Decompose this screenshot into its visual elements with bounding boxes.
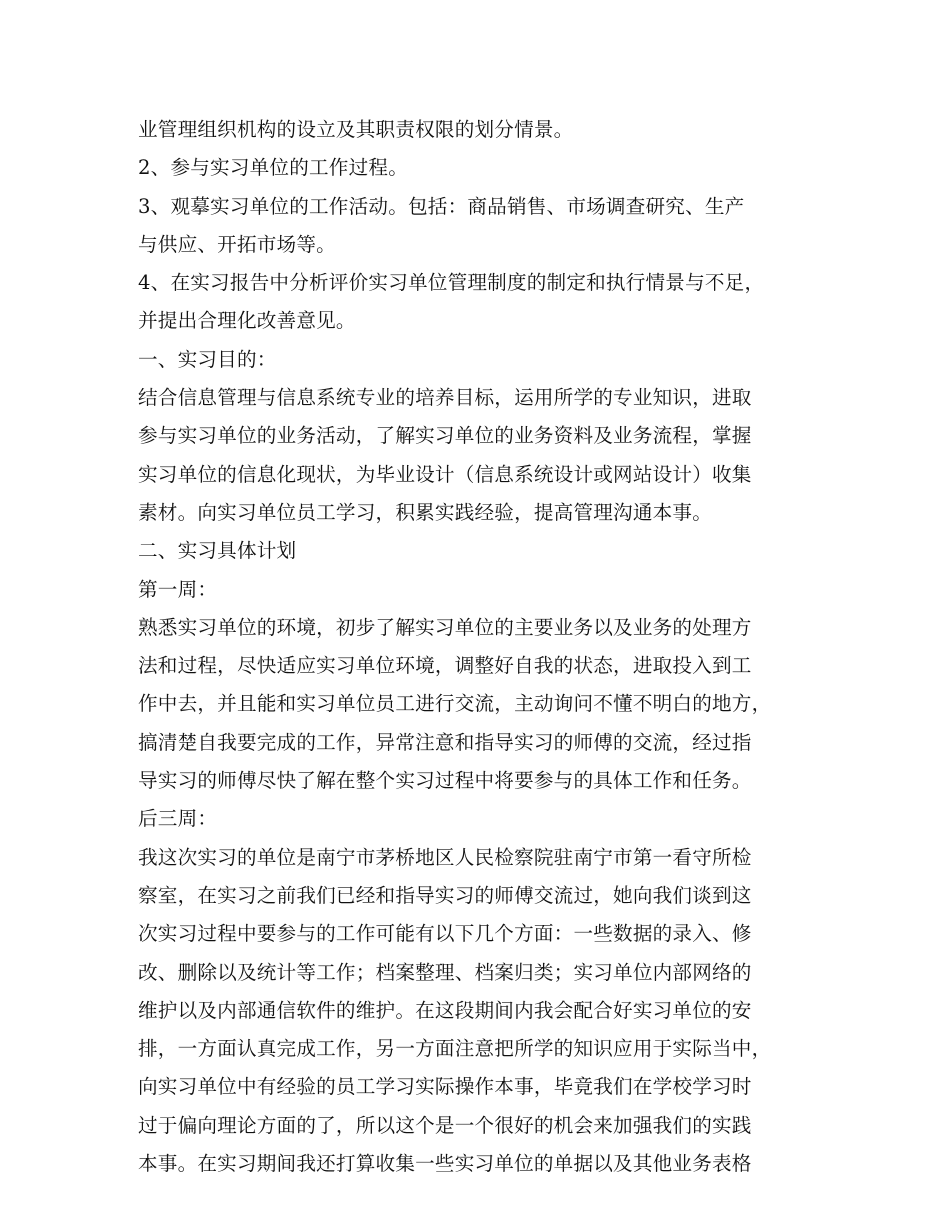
text-line: 4、在实习报告中分析评价实习单位管理制度的制定和执行情景与不足， [138, 271, 765, 295]
text-line: 与供应、开拓市场等。 [138, 232, 336, 256]
subheading: 第一周： [138, 577, 218, 601]
text-line: 导实习的师傅尽快了解在整个实习过程中将要参与的具体工作和任务。 [138, 769, 752, 793]
text-line: 作中去，并且能和实习单位员工进行交流，主动询问不懂不明白的地方， [138, 692, 772, 716]
text-line: 业管理组织机构的设立及其职责权限的划分情景。 [138, 118, 574, 141]
text-line: 我这次实习的单位是南宁市茅桥地区人民检察院驻南宁市第一看守所检 [138, 845, 752, 869]
text-line: 参与实习单位的业务活动，了解实习单位的业务资料及业务流程，掌握 [138, 424, 752, 448]
text-line: 法和过程，尽快适应实习单位环境，调整好自我的状态，进取投入到工 [138, 654, 752, 678]
document-body-text [138, 111, 818, 1183]
text-line: 向实习单位中有经验的员工学习实际操作本事，毕竟我们在学校学习时 [138, 1075, 752, 1099]
text-line: 结合信息管理与信息系统专业的培养目标，运用所学的专业知识，进取 [138, 386, 752, 410]
text-line: 2、参与实习单位的工作过程。 [138, 156, 408, 180]
text-line: 本事。在实习期间我还打算收集一些实习单位的单据以及其他业务表格 [138, 1152, 752, 1176]
section-heading: 一、实习目的： [138, 347, 277, 371]
text-line: 维护以及内部通信软件的维护。在这段期间内我会配合好实习单位的安 [138, 998, 752, 1022]
section-heading: 二、实习具体计划 [138, 539, 297, 563]
text-line: 3、观摹实习单位的工作活动。包括：商品销售、市场调查研究、生产 [138, 194, 745, 218]
text-line: 并提出合理化改善意见。 [138, 309, 356, 333]
text-line: 熟悉实习单位的环境，初步了解实习单位的主要业务以及业务的处理方 [138, 615, 752, 639]
text-line: 次实习过程中要参与的工作可能有以下几个方面：一些数据的录入、修 [138, 922, 752, 946]
text-line: 实习单位的信息化现状，为毕业设计（信息系统设计或网站设计）收集 [138, 462, 752, 486]
text-line: 素材。向实习单位员工学习，积累实践经验，提高管理沟通本事。 [138, 500, 713, 524]
text-line: 察室，在实习之前我们已经和指导实习的师傅交流过，她向我们谈到这 [138, 883, 752, 907]
text-line: 过于偏向理论方面的了，所以这个是一个很好的机会来加强我们的实践 [138, 1113, 752, 1137]
text-line: 搞清楚自我要完成的工作，异常注意和指导实习的师傅的交流，经过指 [138, 730, 752, 754]
text-line: 排，一方面认真完成工作，另一方面注意把所学的知识应用于实际当中， [138, 1037, 772, 1061]
text-line: 改、删除以及统计等工作；档案整理、档案归类；实习单位内部网络的 [138, 960, 752, 984]
subheading: 后三周： [138, 807, 218, 831]
